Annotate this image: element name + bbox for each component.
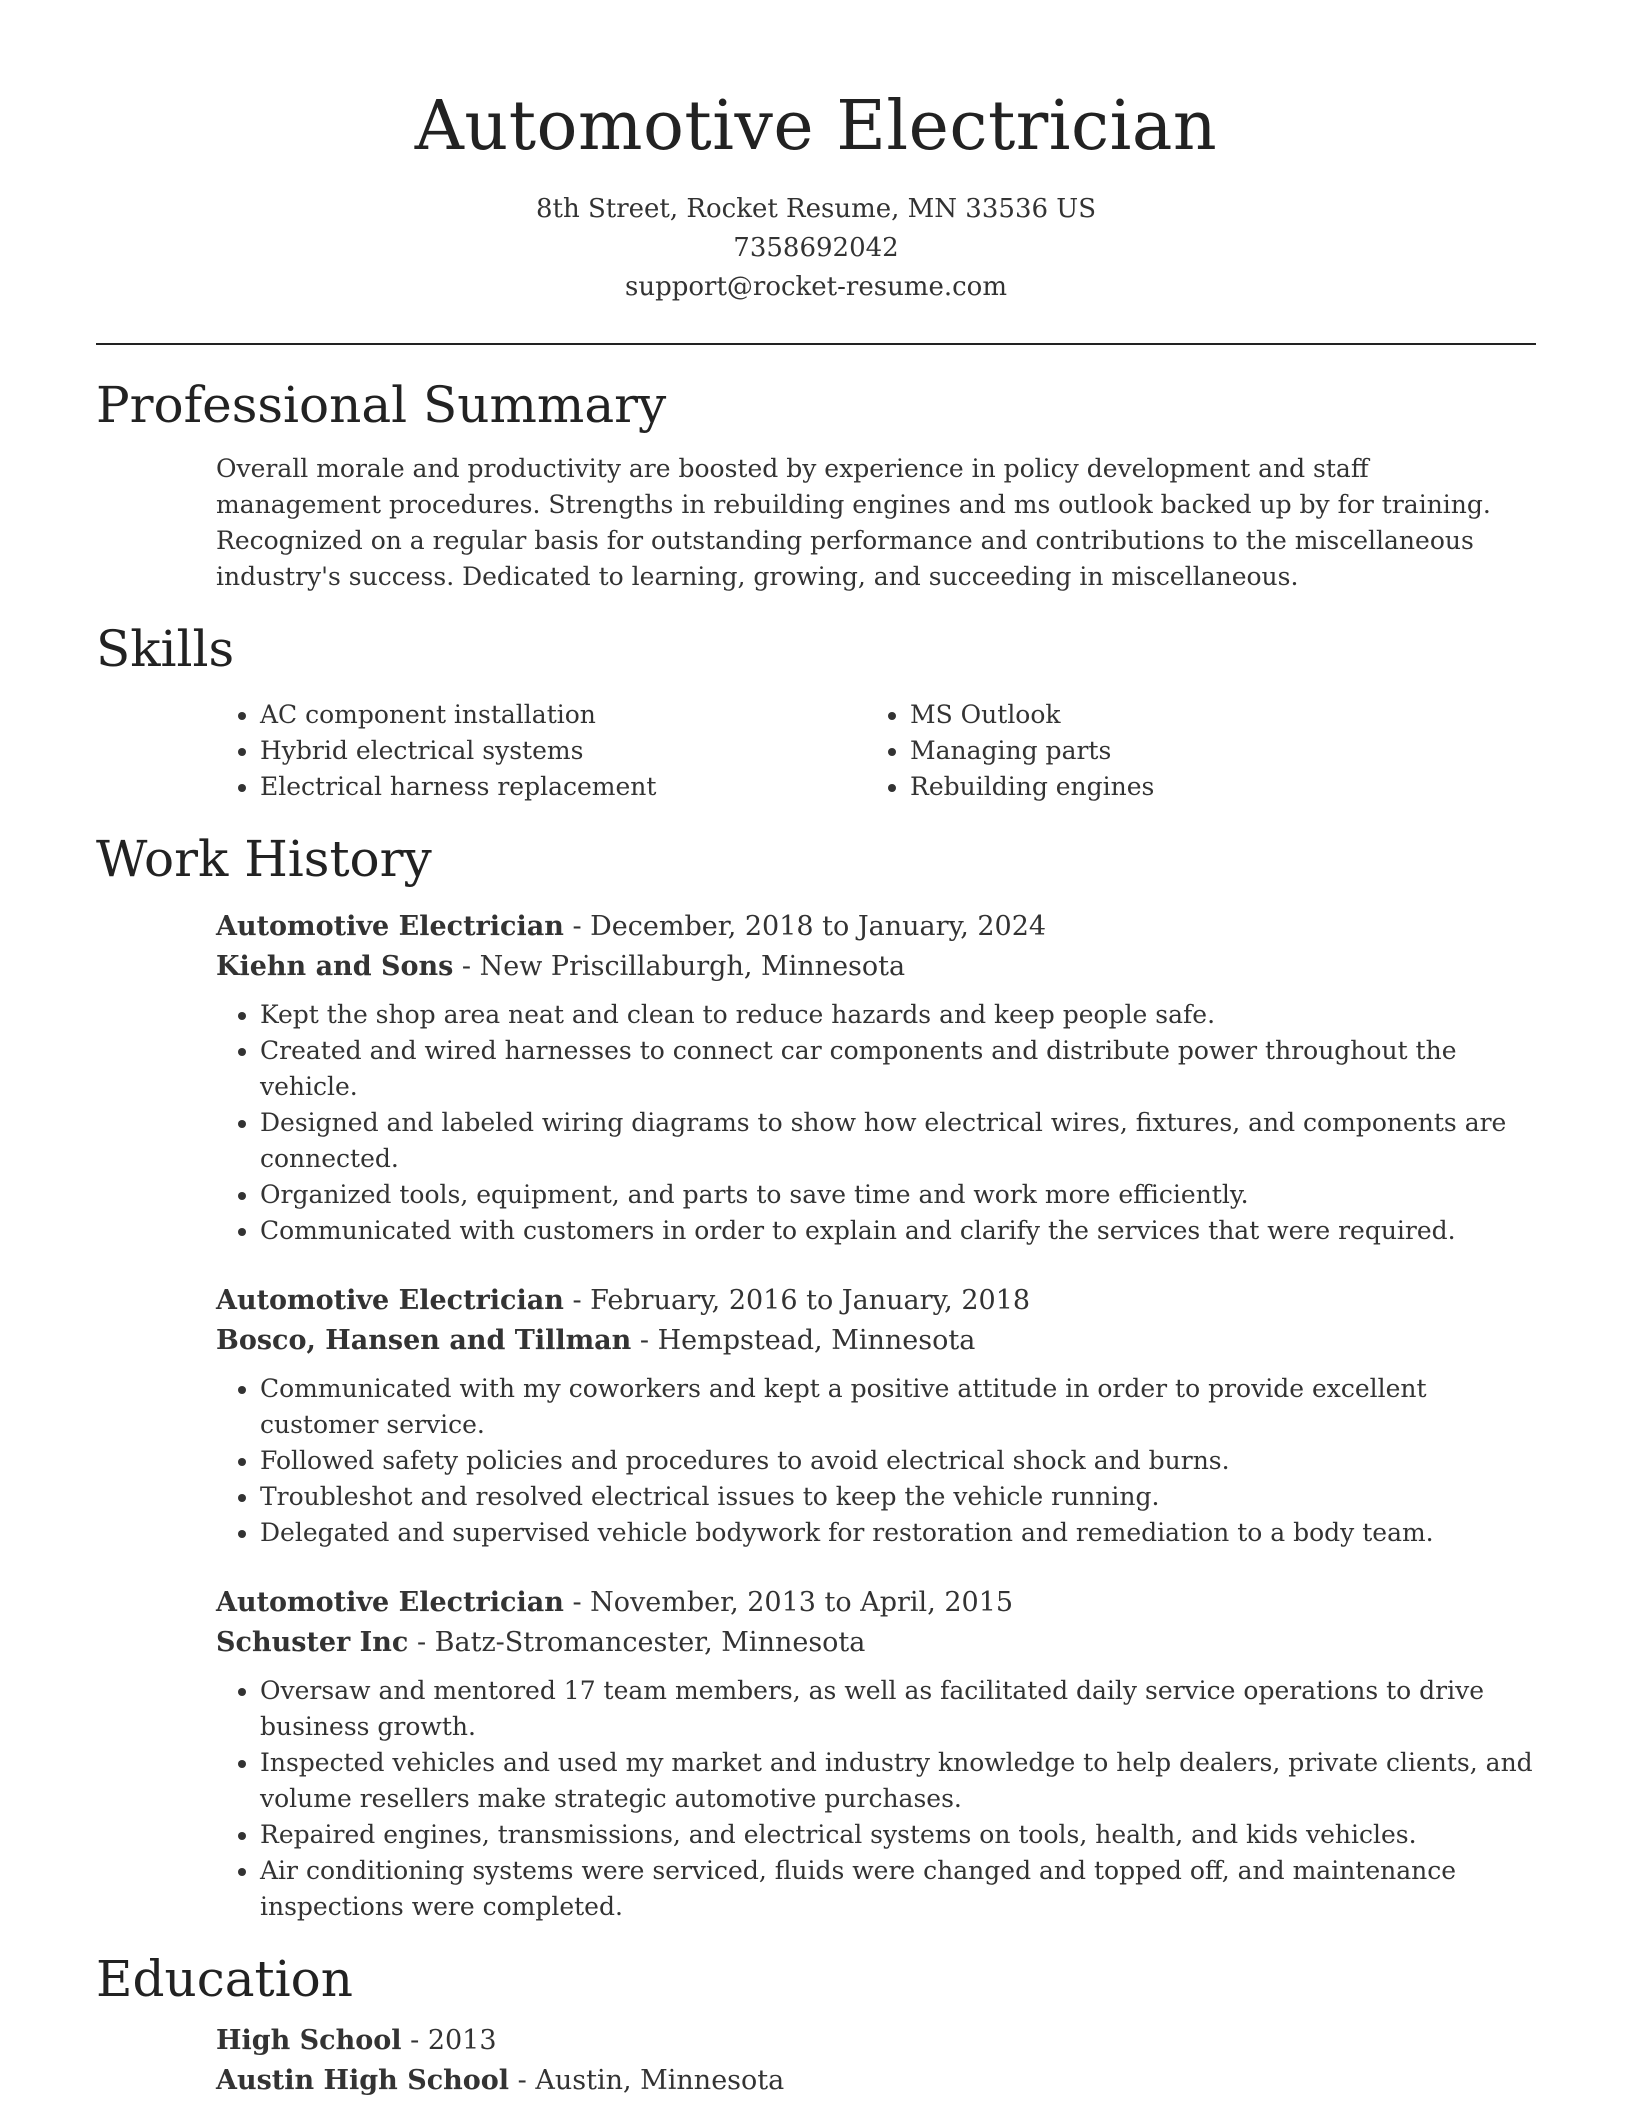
summary-section <box>96 373 1536 595</box>
education-location: - Austin, Minnesota <box>509 2065 785 2096</box>
education-degree: High School <box>216 2025 402 2056</box>
job-bullet: • Troubleshot and resolved electrical issues to keep the vehicle running. <box>260 1479 1536 1515</box>
job-title-line <box>216 907 1536 947</box>
job-company-line <box>216 1321 1536 1361</box>
education-heading: Education <box>96 1950 353 2008</box>
job-title-line <box>216 1281 1536 1321</box>
job-role: Automotive Electrician <box>216 1285 564 1316</box>
skill-item: • Rebuilding engines <box>910 769 1516 805</box>
work-heading: Work History <box>96 830 432 888</box>
education-school-line <box>216 2061 1536 2101</box>
education-degree-line <box>216 2021 1536 2061</box>
education-year: - 2013 <box>401 2025 497 2056</box>
job-bullet: • Designed and labeled wiring diagrams to show how electrical wires, fixtures, and components are connected. <box>260 1105 1536 1177</box>
job-company-line <box>216 947 1536 987</box>
job-company-line <box>216 1623 1536 1663</box>
job-bullet: • Delegated and supervised vehicle bodywork for restoration and remediation to a body team. <box>260 1515 1536 1551</box>
job-bullet: • Communicated with customers in order to explain and clarify the services that were required. <box>260 1213 1536 1249</box>
job-bullet: • Created and wired harnesses to connect car components and distribute power throughout the vehicle. <box>260 1033 1536 1105</box>
job-dates: - February, 2016 to January, 2018 <box>563 1285 1031 1316</box>
contact-address: 8th Street, Rocket Resume, MN 33536 US <box>535 194 1097 224</box>
education-section <box>96 1947 1536 2101</box>
summary-heading: Professional Summary <box>96 376 667 434</box>
skill-item: • Managing parts <box>910 733 1516 769</box>
skills-grid <box>96 697 1536 805</box>
candidate-name: Automotive Electrician <box>414 87 1218 166</box>
skill-item: • Electrical harness replacement <box>260 769 866 805</box>
job-bullet: • Communicated with my coworkers and kept a positive attitude in order to provide excellent customer service. <box>260 1371 1536 1443</box>
contact-email: support@rocket-resume.com <box>624 272 1007 302</box>
summary-text: Overall morale and productivity are boosted by experience in policy development and staff management procedures. Strengths in rebuilding engines and ms outlook backed up by for training. Recognized on a regular basis for outstanding performance and contributions to the miscellaneous industry's success. Dedicated to learning, growing, and succeeding in miscellaneous. <box>216 454 1491 591</box>
job-title-line <box>216 1583 1536 1623</box>
job-bullet: • Inspected vehicles and used my market and industry knowledge to help dealers, private clients, and volume resellers make strategic automotive purchases. <box>260 1745 1536 1817</box>
job-company: Schuster Inc <box>216 1627 409 1658</box>
job-dates: - December, 2018 to January, 2024 <box>563 911 1047 942</box>
education-entry <box>216 2021 1536 2101</box>
job-dates: - November, 2013 to April, 2015 <box>563 1587 1014 1618</box>
job-bullets <box>216 1371 1536 1551</box>
job-company: Kiehn and Sons <box>216 951 454 982</box>
education-school: Austin High School <box>216 2065 510 2096</box>
job-entry <box>216 1583 1536 1925</box>
job-bullet: • Followed safety policies and procedures to avoid electrical shock and burns. <box>260 1443 1536 1479</box>
job-location: - Hempstead, Minnesota <box>631 1325 976 1356</box>
job-company: Bosco, Hansen and Tillman <box>216 1325 632 1356</box>
job-bullet: • Oversaw and mentored 17 team members, as well as facilitated daily service operations to drive business growth. <box>260 1673 1536 1745</box>
job-role: Automotive Electrician <box>216 911 564 942</box>
skills-column-left <box>216 697 866 805</box>
job-bullets <box>216 1673 1536 1925</box>
job-entry <box>216 907 1536 1249</box>
work-section <box>96 827 1536 1925</box>
skills-column-right <box>866 697 1516 805</box>
job-bullet: • Repaired engines, transmissions, and electrical systems on tools, health, and kids vehicles. <box>260 1817 1536 1853</box>
job-entry <box>216 1281 1536 1551</box>
header-divider <box>96 343 1536 345</box>
job-role: Automotive Electrician <box>216 1587 564 1618</box>
job-location: - Batz-Stromancester, Minnesota <box>408 1627 866 1658</box>
skill-item: • AC component installation <box>260 697 866 733</box>
skills-section <box>96 617 1536 805</box>
skill-item: • Hybrid electrical systems <box>260 733 866 769</box>
contact-phone: 7358692042 <box>733 233 899 263</box>
resume-header <box>96 0 1536 307</box>
job-bullet: • Organized tools, equipment, and parts to save time and work more efficiently. <box>260 1177 1536 1213</box>
job-bullet: • Kept the shop area neat and clean to reduce hazards and keep people safe. <box>260 997 1536 1033</box>
skills-heading: Skills <box>96 620 235 678</box>
job-bullets <box>216 997 1536 1249</box>
job-bullet: • Air conditioning systems were serviced, fluids were changed and topped off, and maintenance inspections were completed. <box>260 1853 1536 1925</box>
job-location: - New Priscillaburgh, Minnesota <box>453 951 906 982</box>
skill-item: • MS Outlook <box>910 697 1516 733</box>
